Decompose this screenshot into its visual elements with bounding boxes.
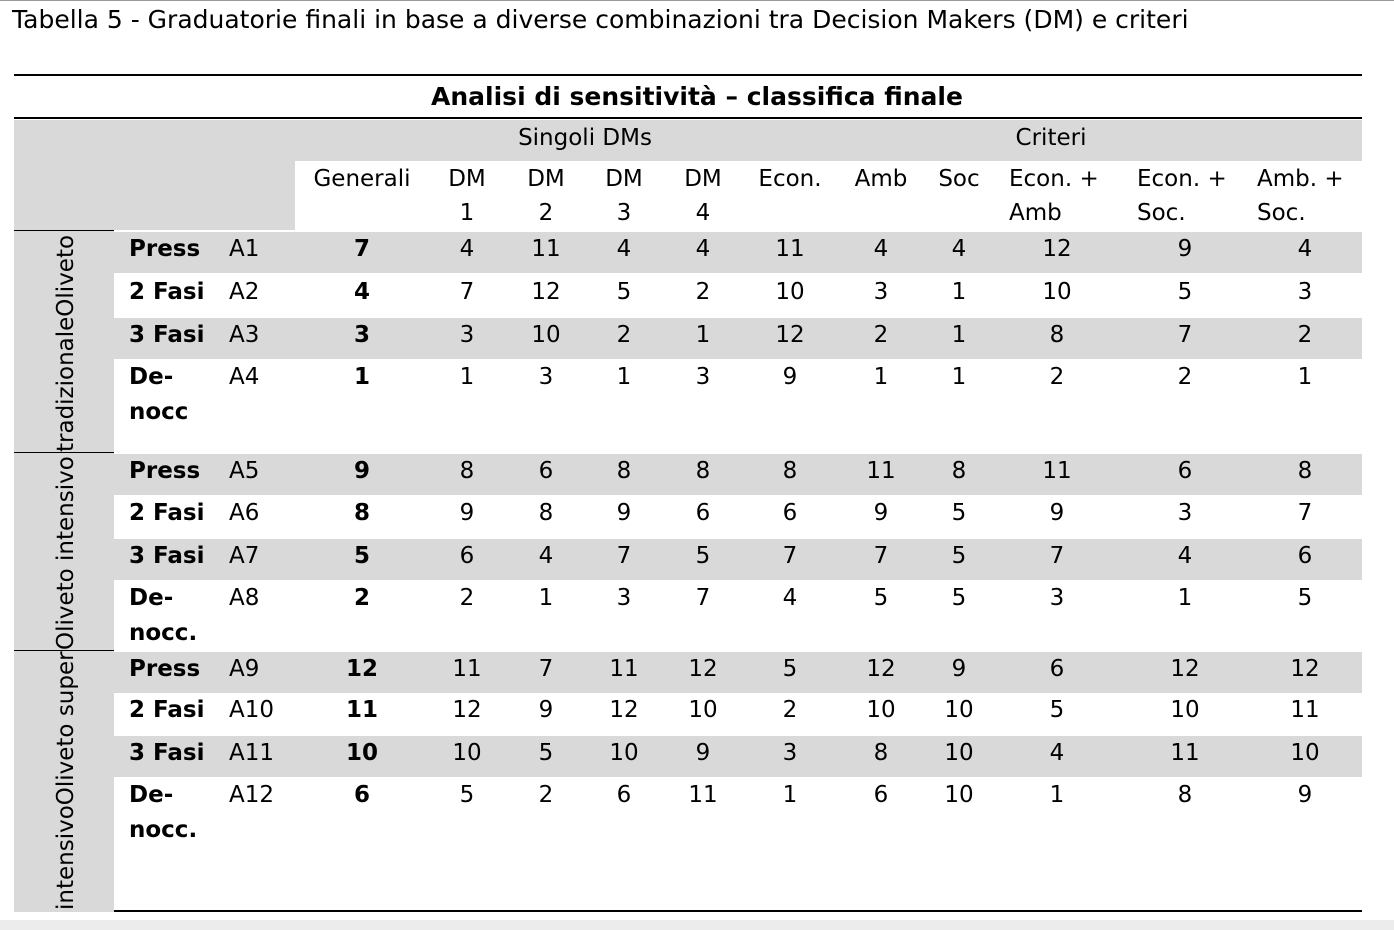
row-band <box>114 232 1362 273</box>
technology-label: 2 Fasi <box>129 500 205 526</box>
rank-cell: 10 <box>866 697 896 723</box>
rank-cell: 3 <box>538 364 554 390</box>
rank-cell: 11 <box>866 458 896 484</box>
rank-cell: 11 <box>688 782 718 808</box>
rank-cell: 6 <box>1297 543 1313 569</box>
rank-cell: 12 <box>866 656 896 682</box>
rank-cell: 8 <box>538 500 554 526</box>
rank-cell: 12 <box>1170 656 1200 682</box>
alternative-id: A12 <box>229 782 275 808</box>
rank-cell: 4 <box>951 236 967 262</box>
technology-label: 2 Fasi <box>129 697 205 723</box>
rank-cell: 8 <box>1049 322 1065 348</box>
rank-cell: 8 <box>459 458 475 484</box>
rank-cell: 6 <box>459 543 475 569</box>
row-band <box>114 318 1362 359</box>
column-header-line2: Soc. <box>1137 200 1186 226</box>
rank-cell: 11 <box>609 656 639 682</box>
rank-cell: 6 <box>782 500 798 526</box>
rank-cell: 4 <box>782 585 798 611</box>
generali-rank: 8 <box>353 500 371 526</box>
rank-cell: 5 <box>616 279 632 305</box>
rank-cell: 8 <box>951 458 967 484</box>
rank-cell: 4 <box>873 236 889 262</box>
rank-cell: 11 <box>1170 740 1200 766</box>
rank-cell: 6 <box>616 782 632 808</box>
rank-cell: 7 <box>782 543 798 569</box>
alternative-id: A7 <box>229 543 260 569</box>
rank-cell: 6 <box>695 500 711 526</box>
rank-cell: 2 <box>1297 322 1313 348</box>
alternative-id: A10 <box>229 697 275 723</box>
rank-cell: 10 <box>1042 279 1072 305</box>
technology-label: Press <box>129 236 201 262</box>
rank-cell: 3 <box>616 585 632 611</box>
rank-cell: 7 <box>1049 543 1065 569</box>
rank-cell: 5 <box>873 585 889 611</box>
rank-cell: 1 <box>951 364 967 390</box>
rank-cell: 5 <box>782 656 798 682</box>
rank-cell: 9 <box>1049 500 1065 526</box>
column-header: DM <box>605 166 643 192</box>
alternative-id: A9 <box>229 656 260 682</box>
rank-cell: 5 <box>951 543 967 569</box>
generali-rank: 11 <box>345 697 379 723</box>
rank-cell: 5 <box>1049 697 1065 723</box>
rank-cell: 10 <box>944 697 974 723</box>
rank-cell: 4 <box>459 236 475 262</box>
technology-label: 2 Fasi <box>129 279 205 305</box>
rank-cell: 6 <box>538 458 554 484</box>
alternative-id: A5 <box>229 458 260 484</box>
rank-cell: 1 <box>1049 782 1065 808</box>
rank-cell: 4 <box>1177 543 1193 569</box>
row-band <box>114 454 1362 495</box>
column-header: DM <box>527 166 565 192</box>
rank-cell: 9 <box>951 656 967 682</box>
rank-cell: 1 <box>616 364 632 390</box>
rank-cell: 5 <box>951 585 967 611</box>
rank-cell: 1 <box>782 782 798 808</box>
table-title: Analisi di sensitività – classifica finale <box>431 82 963 111</box>
rank-cell: 4 <box>1297 236 1313 262</box>
rank-cell: 10 <box>1170 697 1200 723</box>
rank-cell: 1 <box>459 364 475 390</box>
rank-cell: 7 <box>873 543 889 569</box>
rank-cell: 10 <box>452 740 482 766</box>
rank-cell: 9 <box>695 740 711 766</box>
column-header: Amb <box>854 166 908 192</box>
rank-cell: 7 <box>1177 322 1193 348</box>
rank-cell: 4 <box>616 236 632 262</box>
rank-cell: 9 <box>538 697 554 723</box>
rank-cell: 7 <box>538 656 554 682</box>
rank-cell: 2 <box>873 322 889 348</box>
rank-cell: 4 <box>695 236 711 262</box>
rank-cell: 2 <box>459 585 475 611</box>
rank-cell: 7 <box>459 279 475 305</box>
table-bottom-rule <box>114 910 1362 912</box>
alternative-id: A4 <box>229 364 260 390</box>
rank-cell: 12 <box>609 697 639 723</box>
column-header: Econ. + <box>1137 166 1227 192</box>
technology-label: De- <box>129 782 174 808</box>
generali-rank: 4 <box>353 279 371 305</box>
column-header-line2: 2 <box>538 200 554 226</box>
column-header-line2: Amb <box>1009 200 1062 226</box>
group-header-singoli: Singoli DMs <box>518 125 652 151</box>
technology-label: 3 Fasi <box>129 543 205 569</box>
rank-cell: 9 <box>782 364 798 390</box>
rank-cell: 5 <box>951 500 967 526</box>
column-header: DM <box>448 166 486 192</box>
rank-cell: 8 <box>1177 782 1193 808</box>
rank-cell: 10 <box>531 322 561 348</box>
rank-cell: 10 <box>688 697 718 723</box>
rank-cell: 2 <box>782 697 798 723</box>
column-header-line2: 4 <box>695 200 711 226</box>
technology-label: Press <box>129 656 201 682</box>
rank-cell: 9 <box>1177 236 1193 262</box>
group-label-intensivo: Oliveto intensivo <box>53 456 79 650</box>
technology-label: Press <box>129 458 201 484</box>
rank-cell: 3 <box>695 364 711 390</box>
rank-cell: 2 <box>616 322 632 348</box>
technology-label: De- <box>129 585 174 611</box>
table-caption: Tabella 5 - Graduatorie finali in base a diverse combinazioni tra Decision Makers (DM) e criteri <box>12 5 1189 34</box>
rank-cell: 2 <box>1049 364 1065 390</box>
rank-cell: 10 <box>775 279 805 305</box>
rank-cell: 6 <box>1177 458 1193 484</box>
rank-cell: 12 <box>452 697 482 723</box>
generali-rank: 9 <box>353 458 371 484</box>
generali-rank: 3 <box>353 322 371 348</box>
rank-cell: 10 <box>944 740 974 766</box>
column-header: Econ. <box>758 166 822 192</box>
rank-cell: 3 <box>1049 585 1065 611</box>
rank-cell: 12 <box>775 322 805 348</box>
rank-cell: 2 <box>1177 364 1193 390</box>
alternative-id: A2 <box>229 279 260 305</box>
technology-label-line2: nocc. <box>129 817 198 843</box>
rank-cell: 3 <box>1297 279 1313 305</box>
rank-cell: 8 <box>782 458 798 484</box>
rank-cell: 5 <box>1297 585 1313 611</box>
rank-cell: 12 <box>688 656 718 682</box>
rank-cell: 5 <box>695 543 711 569</box>
row-band <box>114 539 1362 580</box>
column-header-line2: 1 <box>459 200 475 226</box>
rank-cell: 1 <box>695 322 711 348</box>
technology-label: 3 Fasi <box>129 740 205 766</box>
rank-cell: 8 <box>1297 458 1313 484</box>
column-header-line2: 3 <box>616 200 632 226</box>
alternative-id: A3 <box>229 322 260 348</box>
rank-cell: 9 <box>616 500 632 526</box>
rank-cell: 3 <box>459 322 475 348</box>
technology-label-line2: nocc. <box>129 620 198 646</box>
title-bottom-rule <box>14 117 1362 119</box>
rank-cell: 12 <box>531 279 561 305</box>
rank-cell: 1 <box>1177 585 1193 611</box>
generali-rank: 5 <box>353 543 371 569</box>
rank-cell: 8 <box>873 740 889 766</box>
technology-label: De- <box>129 364 174 390</box>
page-top-border <box>0 0 1394 1</box>
rank-cell: 9 <box>873 500 889 526</box>
table-top-rule <box>14 74 1362 76</box>
alternative-id: A11 <box>229 740 275 766</box>
rank-cell: 7 <box>616 543 632 569</box>
rank-cell: 11 <box>1042 458 1072 484</box>
generali-rank: 12 <box>345 656 379 682</box>
rank-cell: 5 <box>538 740 554 766</box>
rank-cell: 1 <box>1297 364 1313 390</box>
rank-cell: 10 <box>1290 740 1320 766</box>
rank-cell: 9 <box>459 500 475 526</box>
group-header-criteri: Criteri <box>1015 125 1087 151</box>
column-header-line2: Soc. <box>1257 200 1306 226</box>
rank-cell: 9 <box>1297 782 1313 808</box>
group-label-tradizionale: tradizionaleOliveto <box>53 234 79 452</box>
rank-cell: 11 <box>775 236 805 262</box>
rank-cell: 1 <box>873 364 889 390</box>
rank-cell: 12 <box>1290 656 1320 682</box>
rank-cell: 6 <box>873 782 889 808</box>
rank-cell: 1 <box>538 585 554 611</box>
rank-cell: 11 <box>452 656 482 682</box>
alternative-id: A6 <box>229 500 260 526</box>
alternative-id: A8 <box>229 585 260 611</box>
rank-cell: 7 <box>1297 500 1313 526</box>
rank-cell: 4 <box>538 543 554 569</box>
rank-cell: 5 <box>1177 279 1193 305</box>
generali-rank: 1 <box>353 364 371 390</box>
generali-rank: 7 <box>353 236 371 262</box>
rank-cell: 4 <box>1049 740 1065 766</box>
rank-cell: 6 <box>1049 656 1065 682</box>
alternative-id: A1 <box>229 236 260 262</box>
rank-cell: 3 <box>1177 500 1193 526</box>
rank-cell: 8 <box>616 458 632 484</box>
rank-cell: 10 <box>609 740 639 766</box>
rank-cell: 10 <box>944 782 974 808</box>
group-label-superintensivo: intensivoOliveto super <box>53 651 79 910</box>
generali-rank: 2 <box>353 585 371 611</box>
column-header: Generali <box>313 166 411 192</box>
page-bottom-strip <box>0 920 1394 930</box>
rank-cell: 2 <box>695 279 711 305</box>
column-header: Econ. + <box>1009 166 1099 192</box>
technology-label-line2: nocc <box>129 399 189 425</box>
rank-cell: 11 <box>1290 697 1320 723</box>
column-header: DM <box>684 166 722 192</box>
generali-rank: 6 <box>353 782 371 808</box>
rank-cell: 11 <box>531 236 561 262</box>
generali-rank: 10 <box>345 740 379 766</box>
rank-cell: 3 <box>873 279 889 305</box>
column-header: Soc <box>938 166 980 192</box>
rank-cell: 3 <box>782 740 798 766</box>
technology-label: 3 Fasi <box>129 322 205 348</box>
column-header: Amb. + <box>1257 166 1344 192</box>
rank-cell: 7 <box>695 585 711 611</box>
rank-cell: 12 <box>1042 236 1072 262</box>
rank-cell: 2 <box>538 782 554 808</box>
rank-cell: 1 <box>951 322 967 348</box>
rank-cell: 8 <box>695 458 711 484</box>
rank-cell: 1 <box>951 279 967 305</box>
rank-cell: 5 <box>459 782 475 808</box>
